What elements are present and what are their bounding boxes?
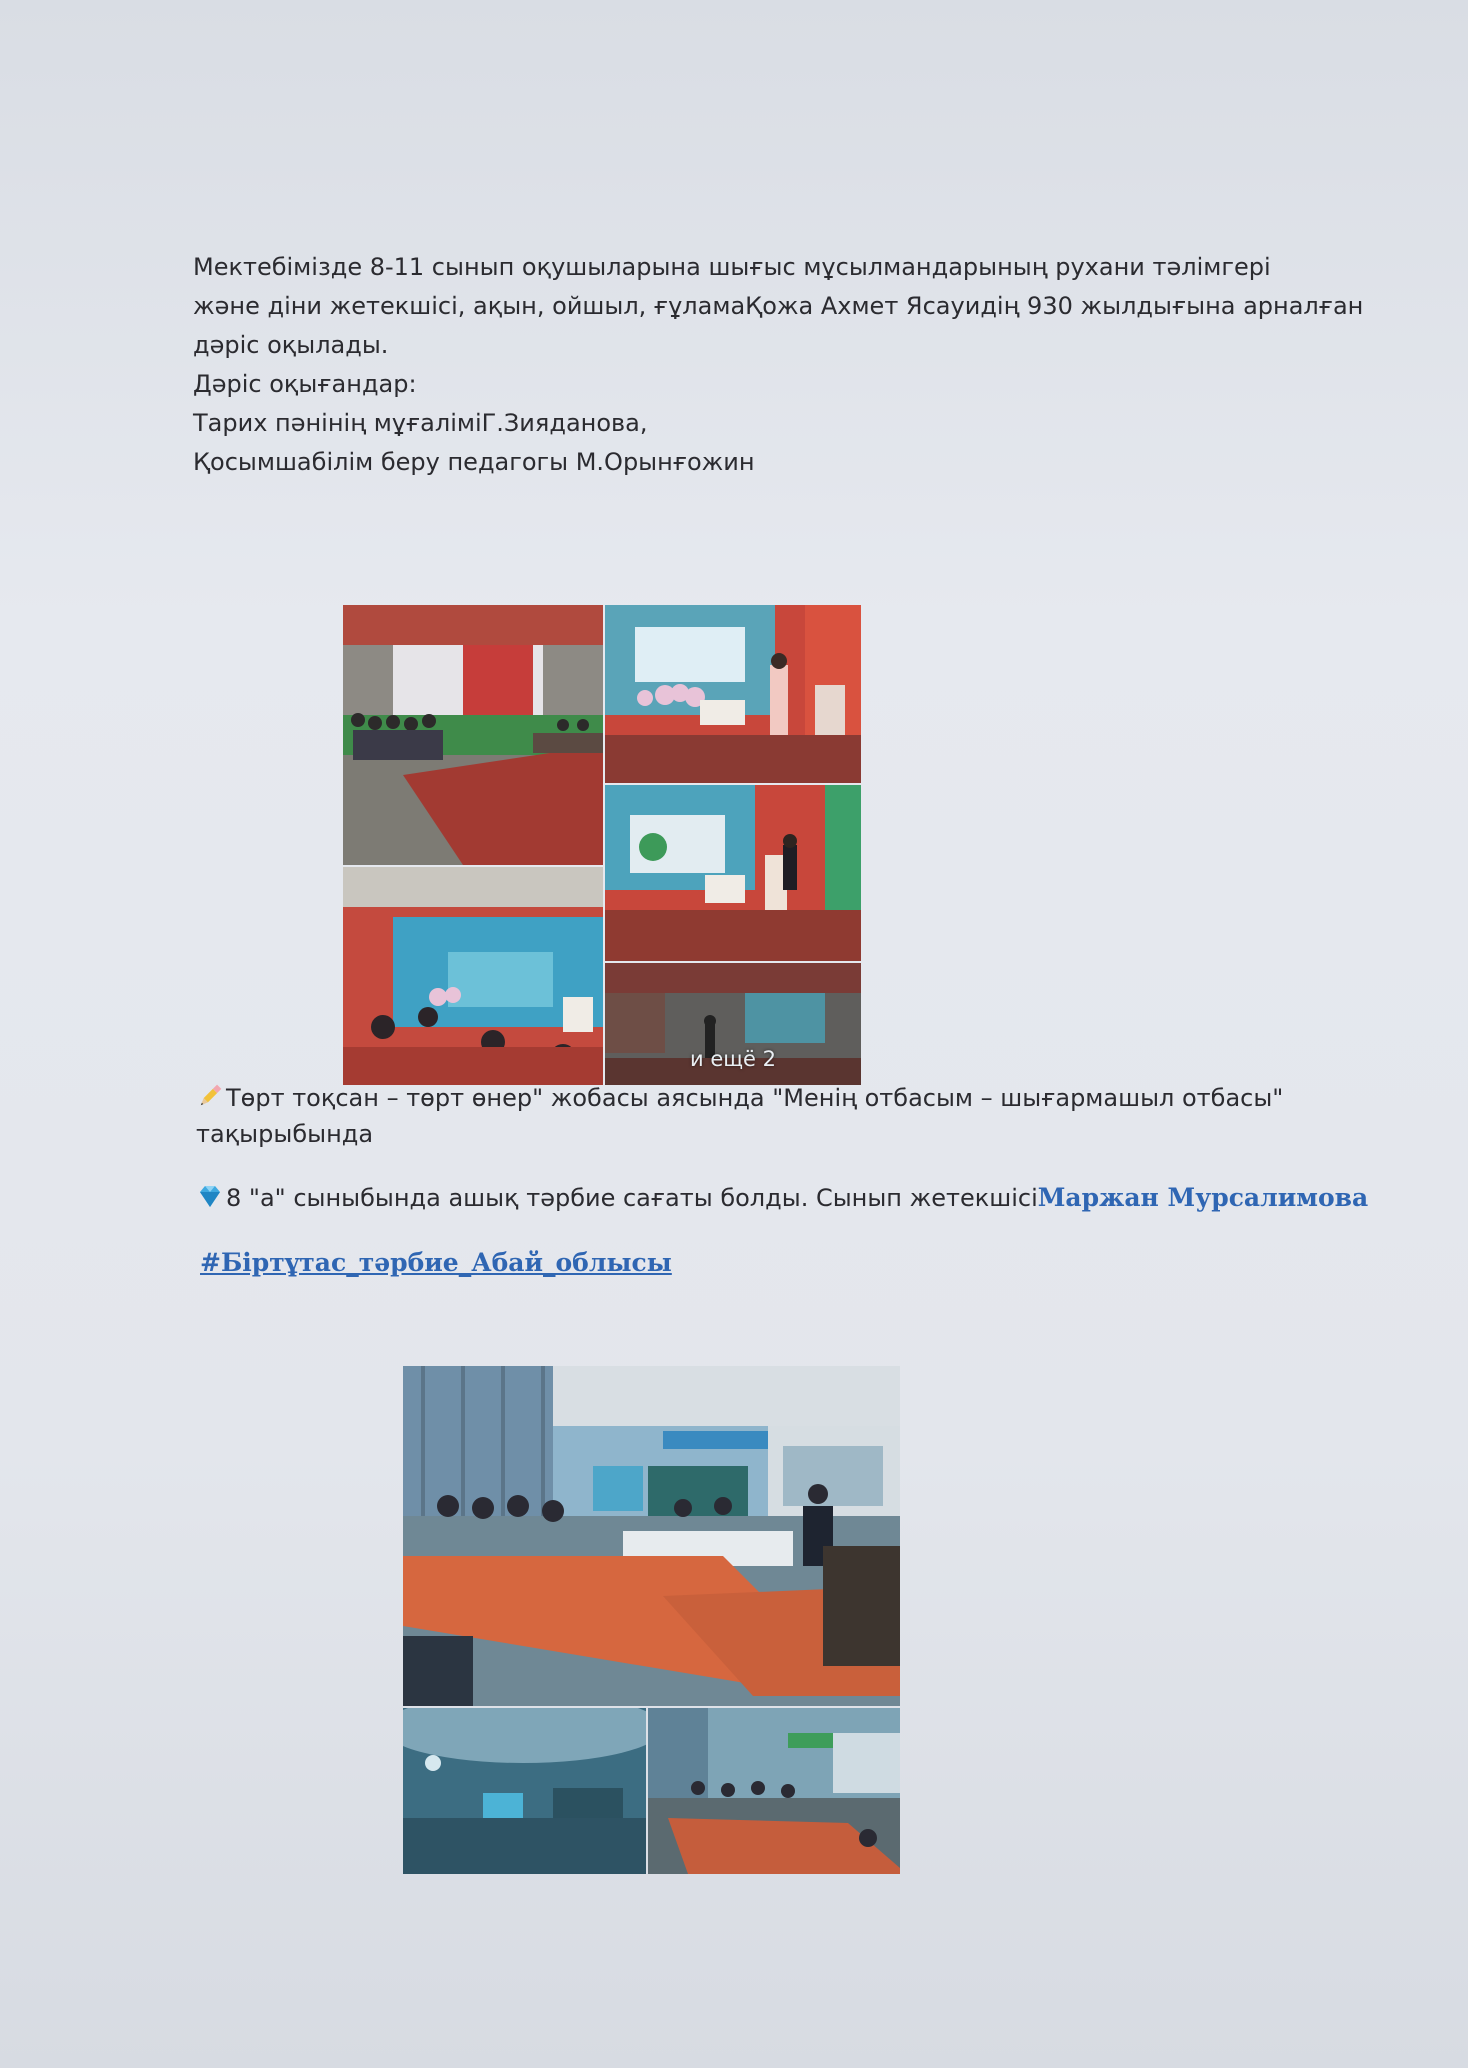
diamond-icon (196, 1182, 224, 1210)
teacher-name-link[interactable]: Маржан Мурсалимова (1037, 1183, 1369, 1212)
hashtag-line (200, 1245, 672, 1281)
intro-line: дәріс оқылады. (193, 331, 389, 359)
lecturers-heading: Дәріс оқығандар: (193, 370, 417, 398)
hashtag-link[interactable]: #Біртұтас_тәрбие_Абай_облысы (200, 1248, 672, 1277)
photo-stage-screen[interactable] (343, 867, 603, 1085)
lecturer-1: Тарих пәнінің мұғаліміГ.Зияданова, (193, 409, 648, 437)
photo-classroom-wide[interactable] (403, 1366, 900, 1706)
photo-more[interactable] (605, 963, 861, 1085)
more-photos-label: и ещё 2 (690, 1047, 776, 1071)
photo-classroom-ceiling[interactable] (403, 1708, 646, 1874)
photo-hall-audience[interactable] (343, 605, 603, 865)
photo-collage-2[interactable] (403, 1366, 900, 1874)
photo-stage-podium[interactable] (605, 785, 861, 961)
event-caption-text: 8 "а" сыныбында ашық тәрбие сағаты болды. Сынып жетекшісі (226, 1184, 1038, 1212)
pencil-icon (196, 1082, 224, 1110)
lecturer-2: Қосымшабілім беру педагогы М.Орынғожин (193, 448, 755, 476)
photo-classroom-group[interactable] (648, 1708, 900, 1874)
project-caption-text: Төрт тоқсан – төрт өнер" жобасы аясында "Менің отбасым – шығармашыл отбасы" тақырыбында (196, 1084, 1284, 1148)
intro-text (193, 248, 1373, 482)
intro-line: және діни жетекшісі, ақын, ойшыл, ғұламаҚожа Ахмет Ясауидің 930 жылдығына арналған (193, 292, 1364, 320)
intro-line: Мектебімізде 8-11 сынып оқушыларына шығыс мұсылмандарының рухани тәлімгері (193, 253, 1271, 281)
project-caption (196, 1080, 1346, 1152)
event-caption (196, 1180, 1396, 1216)
photo-stage-speaker[interactable] (605, 605, 861, 783)
photo-collage-1[interactable] (343, 605, 861, 1085)
